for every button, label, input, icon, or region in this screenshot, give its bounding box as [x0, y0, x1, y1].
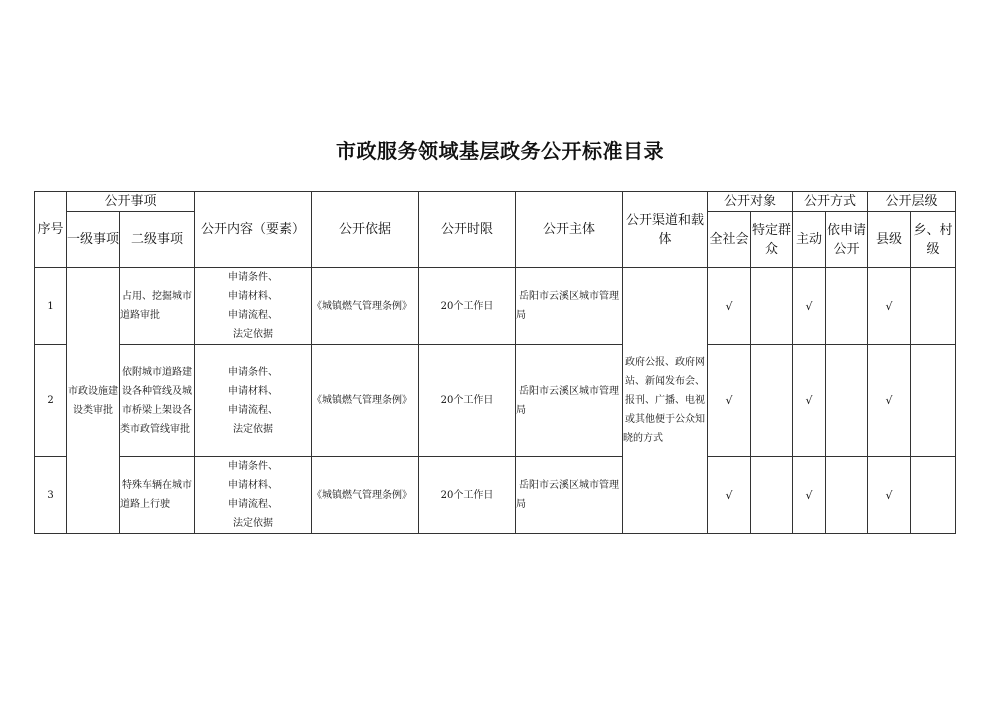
level-village-check — [911, 268, 956, 345]
header-audience-specific: 特定群众 — [751, 212, 793, 268]
header-audience: 公开对象 — [708, 192, 793, 212]
channel-cell: 政府公报、政府网站、新闻发布会、报刊、广播、电视或其他便于公众知晓的方式 — [623, 268, 708, 534]
audience-all-check: √ — [708, 268, 751, 345]
catalog-table — [34, 191, 956, 534]
header-subject: 公开主体 — [516, 192, 623, 268]
content-line: 法定依据 — [233, 518, 274, 529]
row-index: 1 — [35, 268, 67, 345]
audience-all-check: √ — [708, 457, 751, 534]
header-level1: 一级事项 — [67, 212, 120, 268]
header-basis: 公开依据 — [312, 192, 419, 268]
method-active-check: √ — [793, 268, 826, 345]
time-limit-cell: 20个工作日 — [419, 268, 516, 345]
header-level: 公开层级 — [868, 192, 956, 212]
method-request-check — [826, 345, 868, 457]
audience-specific-check — [751, 345, 793, 457]
content-line: 申请流程、 — [228, 404, 279, 416]
level2-item: 依附城市道路建设各种管线及城市桥梁上架设各类市政管线审批 — [120, 345, 195, 457]
content-line: 申请流程、 — [228, 499, 279, 510]
content-line: 申请流程、 — [228, 310, 279, 321]
subject-cell: 岳阳市云溪区城市管理局 — [516, 268, 623, 345]
header-time-limit: 公开时限 — [419, 192, 516, 268]
header-level-county: 县级 — [868, 212, 911, 268]
basis-cell: 《城镇燃气管理条例》 — [312, 268, 419, 345]
content-line: 申请材料、 — [228, 480, 279, 491]
header-audience-all: 全社会 — [708, 212, 751, 268]
audience-specific-check — [751, 457, 793, 534]
content-line: 申请条件、 — [228, 461, 279, 472]
content-line: 申请材料、 — [228, 385, 279, 397]
page-title: 市政服务领域基层政务公开标准目录 — [336, 139, 664, 163]
content-line: 法定依据 — [233, 329, 274, 340]
content-line: 法定依据 — [233, 423, 274, 435]
header-level-village: 乡、村级 — [911, 212, 956, 268]
basis-cell: 《城镇燃气管理条例》 — [312, 457, 419, 534]
header-method-active: 主动 — [793, 212, 826, 268]
header-method-request: 依申请公开 — [826, 212, 868, 268]
content-cell — [195, 457, 312, 534]
header-matters: 公开事项 — [67, 192, 195, 212]
header-method: 公开方式 — [793, 192, 868, 212]
header-index: 序号 — [35, 192, 67, 268]
method-request-check — [826, 268, 868, 345]
audience-all-check: √ — [708, 345, 751, 457]
table-row — [35, 457, 956, 534]
time-limit-cell: 20个工作日 — [419, 457, 516, 534]
method-active-check: √ — [793, 457, 826, 534]
level-county-check: √ — [868, 268, 911, 345]
row-index: 3 — [35, 457, 67, 534]
level1-item: 市政设施建设类审批 — [67, 268, 120, 534]
header-content: 公开内容（要素） — [195, 192, 312, 268]
level2-item: 占用、挖掘城市道路审批 — [120, 268, 195, 345]
content-line: 申请材料、 — [228, 291, 279, 302]
level-village-check — [911, 345, 956, 457]
header-level2: 二级事项 — [120, 212, 195, 268]
content-cell — [195, 345, 312, 457]
content-cell — [195, 268, 312, 345]
content-line: 申请条件、 — [228, 366, 279, 378]
header-channel: 公开渠道和载体 — [623, 192, 708, 268]
level2-item: 特殊车辆在城市道路上行驶 — [120, 457, 195, 534]
method-active-check: √ — [793, 345, 826, 457]
table-row — [35, 268, 956, 345]
level-county-check: √ — [868, 457, 911, 534]
time-limit-cell: 20个工作日 — [419, 345, 516, 457]
level-county-check: √ — [868, 345, 911, 457]
level-village-check — [911, 457, 956, 534]
row-index: 2 — [35, 345, 67, 457]
subject-cell: 岳阳市云溪区城市管理局 — [516, 345, 623, 457]
audience-specific-check — [751, 268, 793, 345]
subject-cell: 岳阳市云溪区城市管理局 — [516, 457, 623, 534]
content-line: 申请条件、 — [228, 272, 279, 283]
table-row — [35, 345, 956, 457]
basis-cell: 《城镇燃气管理条例》 — [312, 345, 419, 457]
method-request-check — [826, 457, 868, 534]
